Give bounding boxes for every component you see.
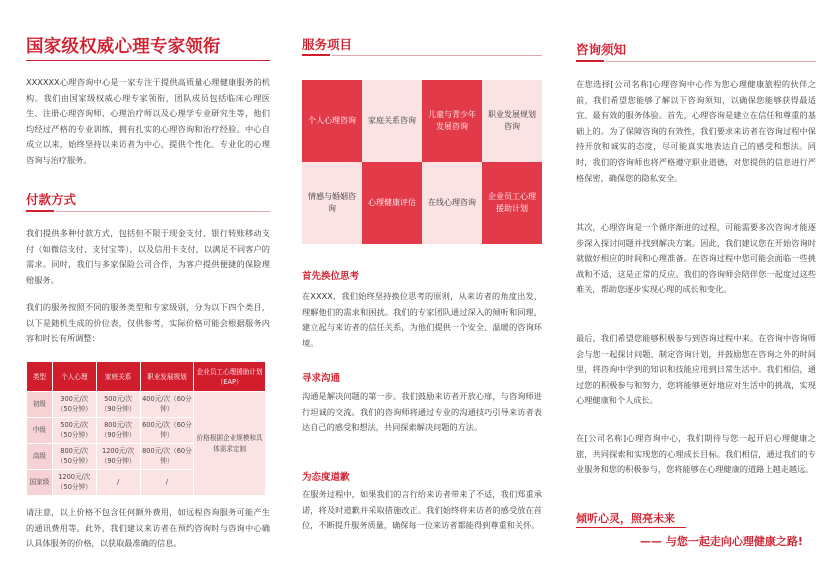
table-row bbox=[27, 392, 266, 418]
intro-paragraph: XXXXXX心理咨询中心是一家专注于提供高质量心理健康服务的机构。我们由国家级权威心理专家领衔，团队成员包括临床心理医生、注册心理咨询师、心理治疗师以及心理学专业研究生等，他们均经过严格的专业训练，拥有扎实的心理咨询和治疗经验。中心自成立以来，始终坚持以来访者为中心，提供个性化、专业化的心理咨询与治疗服务。 bbox=[26, 77, 270, 165]
service-tile-eap: 企业员工心理援助计划 bbox=[482, 162, 542, 244]
payment-heading-rule bbox=[56, 211, 270, 212]
price-table bbox=[26, 361, 266, 496]
header-personal: 个人心理 bbox=[52, 362, 96, 392]
services-heading-bar bbox=[302, 54, 330, 56]
services-grid bbox=[302, 80, 542, 244]
notice-paragraph-1: 在您选择[公司名称]心理咨询中心作为您心理健康旅程的伙伴之前，我们希望您能够了解以下咨询须知，以确保您能够获得最适宜、最有效的服务体验。首先，心理咨询是建立在信任和尊重的基础上的。为了保障咨询的有效性，我们要求来访者在咨询过程中保持开放和诚实的态度，尽可能真实地表达自己的感受和想法。同时，我们的咨询师也将严格遵守职业道德，对您提供的信息进行严格保密，确保您的隐私安全。 bbox=[576, 79, 816, 183]
price-cell: 600元/次（60分钟） bbox=[140, 418, 194, 444]
notice-paragraph-3: 最后，我们希望您能够积极参与到咨询过程中来。在咨询中咨询师会与您一起探讨问题、制定咨询计划，并鼓励您在咨询之外的时间里，将咨询中学到的知识和技能应用到日常生活中。我们相信，通过您的积极参与和努力，您将能够更好地应对生活中的挑战，实现心理健康和个人成长。 bbox=[576, 333, 816, 406]
section-empathy-text: 在XXXX，我们始终坚持换位思考的原则，从来访者的角度出发，理解他们的需求和困扰。我们的专家团队通过深入的倾听和同理，建立起与来访者的信任关系，为他们提供一个安全、温暖的咨询环境。 bbox=[302, 291, 542, 348]
eap-note-cell: 价格根据企业规模和具体需求定制 bbox=[194, 392, 266, 496]
section-apology-text: 在服务过程中，如果我们的言行给来访者带来了不适，我们郑重承诺，将及时道歉并采取措施改正。我们始终将来访者的感受放在首位，不断提升服务质量，确保每一位来访者都能得到尊重和关怀。 bbox=[302, 489, 542, 531]
price-cell: 500元/次（90分钟） bbox=[96, 392, 140, 418]
level-cell: 高级 bbox=[27, 444, 53, 470]
level-cell: 初级 bbox=[27, 392, 53, 418]
service-tile-assessment: 心理健康评估 bbox=[362, 162, 422, 244]
price-cell: 500元/次（50分钟） bbox=[52, 418, 96, 444]
header-type: 类型 bbox=[27, 362, 53, 392]
slogan-underline bbox=[576, 527, 686, 528]
price-cell: 1200元/次（50分钟） bbox=[52, 470, 96, 496]
service-tile-personal: 个人心理咨询 bbox=[302, 80, 362, 162]
notice-paragraph-2: 其次，心理咨询是一个循序渐进的过程，可能需要多次咨询才能逐步深入探讨问题并找到解决方案。因此，我们建议您在开始咨询时就做好相应的时间和心理准备。在咨询过程中您可能会面临一些挑战和不适，这是正常的反应。我们的咨询师会陪伴您一起度过这些难关，帮助您逐步实现心理的成长和变化。 bbox=[576, 222, 816, 295]
notice-paragraph-4: 在[公司名称]心理咨询中心，我们期待与您一起开启心理健康之旅，共同探索和实现您的心理成长目标。我们相信，通过我们的专业服务和您的积极参与，您将能够在心理健康的道路上越走越远。 bbox=[576, 433, 816, 475]
payment-paragraph-1: 我们提供多种付款方式，包括但不限于现金支付、银行转账移动支付（如微信支付、支付宝等），以及信用卡支付，以满足不同客户的需求。同时，我们与多家保险公司合作，为客户提供便捷的保险理赔服务。 bbox=[26, 228, 270, 285]
slogan-line-2: —— 与您一起走向心理健康之路! bbox=[640, 535, 803, 548]
price-footnote: 请注意，以上价格不包含任何额外费用，如远程咨询服务可能产生的通讯费用等。此外，我们建议来访者在预约咨询时与咨询中心确认具体服务的价格，以获取最准确的信息。 bbox=[26, 507, 270, 549]
service-tile-career: 职业发展规划咨询 bbox=[482, 80, 542, 162]
payment-paragraph-2: 我们的服务按照不同的服务类型和专家级别，分为以下四个类目，以下是随机生成的价位表，仅供参考，实际价格可能会根据服务内容和时长有所调整： bbox=[26, 302, 270, 344]
price-cell: 300元/次（50分钟） bbox=[52, 392, 96, 418]
price-cell: 800元/次（50分钟） bbox=[52, 444, 96, 470]
service-tile-youth: 儿童与青少年发展咨询 bbox=[422, 80, 482, 162]
service-tile-marriage: 情感与婚姻咨询 bbox=[302, 162, 362, 244]
level-cell: 国家级 bbox=[27, 470, 53, 496]
section-apology-heading: 为态度道歉 bbox=[302, 472, 350, 483]
price-cell: 800元/次（90分钟） bbox=[96, 418, 140, 444]
notice-heading-rule bbox=[606, 61, 816, 62]
header-family: 家庭关系 bbox=[96, 362, 140, 392]
header-eap: 企业员工心理援助计划（EAP） bbox=[194, 362, 266, 392]
level-cell: 中级 bbox=[27, 418, 53, 444]
price-cell: / bbox=[96, 470, 140, 496]
payment-heading: 付款方式 bbox=[26, 192, 77, 207]
title-divider bbox=[26, 60, 270, 61]
section-communication-text: 沟通是解决问题的第一步。我们鼓励来访者开放心扉，与咨询师进行坦诚的交流。我们的咨询师将通过专业的沟通技巧引导来访者表达自己的感受和想法，共同探索解决问题的方法。 bbox=[302, 391, 542, 433]
service-tile-online: 在线心理咨询 bbox=[422, 162, 482, 244]
service-tile-family: 家庭关系咨询 bbox=[362, 80, 422, 162]
price-cell: 400元/次（60分钟） bbox=[140, 392, 194, 418]
payment-heading-bar bbox=[26, 210, 54, 212]
services-heading-rule bbox=[332, 55, 542, 56]
header-career: 职业发展规划 bbox=[140, 362, 194, 392]
slogan-line-1: 倾听心灵，照亮未来 bbox=[576, 512, 675, 525]
notice-heading-bar bbox=[576, 60, 604, 62]
price-table-header bbox=[27, 362, 266, 392]
services-heading: 服务项目 bbox=[302, 37, 353, 52]
notice-heading: 咨询须知 bbox=[576, 42, 627, 57]
section-empathy-heading: 首先换位思考 bbox=[302, 271, 360, 282]
section-communication-heading: 寻求沟通 bbox=[302, 373, 341, 384]
price-cell: 1200元/次（90分钟） bbox=[96, 444, 140, 470]
price-cell: 800元/次（60分钟） bbox=[140, 444, 194, 470]
price-cell: / bbox=[140, 470, 194, 496]
page-title: 国家级权威心理专家领衔 bbox=[26, 37, 221, 57]
